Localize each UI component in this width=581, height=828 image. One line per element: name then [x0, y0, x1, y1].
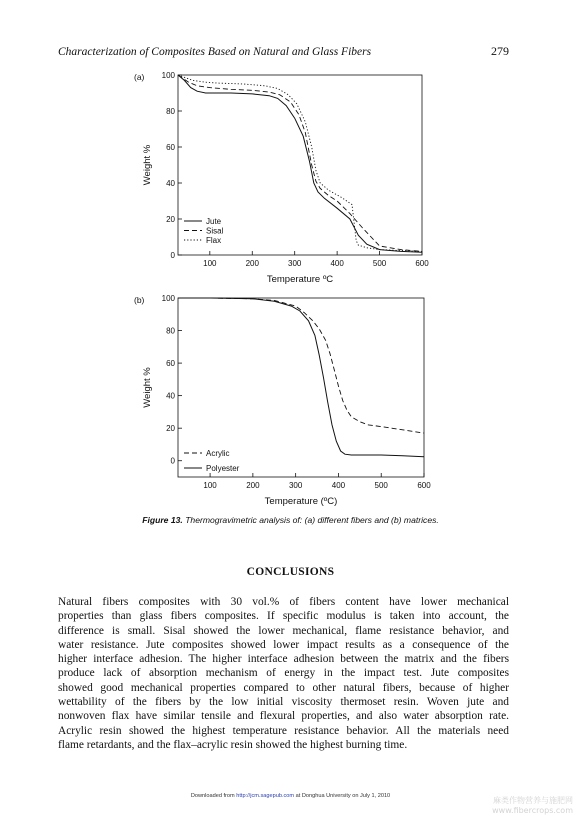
- x-tick-label: 100: [203, 259, 217, 268]
- y-tick-label: 40: [166, 391, 175, 401]
- figure-caption-label: Figure 13.: [142, 515, 183, 525]
- x-tick-label: 500: [374, 481, 388, 490]
- paragraph-line: difference is small. Sisal showed the lower mechanical, flame resistance behavior, and: [58, 624, 509, 637]
- paragraph-line: higher interface adhesion. The higher interface adhesion between the matrix and the fibers: [58, 653, 509, 666]
- series-line-acrylic: [178, 298, 424, 433]
- x-tick-label: 600: [417, 481, 431, 490]
- x-tick-label: 300: [288, 259, 302, 268]
- x-tick-label: 400: [330, 259, 344, 268]
- section-heading: CONCLUSIONS: [246, 566, 335, 578]
- y-tick-label: 20: [166, 215, 175, 224]
- running-head: Characterization of Composites Based on Natural and Glass Fibers: [58, 46, 372, 58]
- page-number: 279: [491, 44, 509, 58]
- watermark: [492, 796, 573, 816]
- x-tick-label: 200: [246, 481, 260, 490]
- paragraph-line: Natural fibers composites with 30 vol.% of fibers content have lower mechanical: [58, 596, 509, 608]
- legend-label: Jute: [206, 217, 222, 226]
- x-tick-label: 400: [331, 481, 346, 490]
- y-axis-label: Weight %: [142, 144, 153, 186]
- paragraph-line: wettability of the fibers by the low initial viscosity thermoset resin. Woven jute and: [58, 696, 509, 709]
- y-tick-label: 100: [161, 294, 175, 303]
- conclusions-paragraph: [58, 595, 509, 752]
- x-tick-label: 200: [245, 259, 259, 268]
- x-tick-label: 500: [372, 259, 387, 268]
- legend-label: Polyester: [206, 464, 240, 473]
- footer-suffix: at Donghua University on July 1, 2010: [294, 793, 391, 799]
- figure-caption: [0, 515, 581, 525]
- footer-prefix: Downloaded from: [190, 793, 237, 799]
- legend-label: Sisal: [206, 226, 224, 236]
- footer-link[interactable]: http://jcm.sagepub.com: [236, 793, 295, 799]
- paragraph-line: Acrylic resin showed the highest temperature resistance behavior. All the materials need: [58, 724, 509, 737]
- paragraph-line: showed good mechanical properties compared to other natural fibers, because of higher: [58, 681, 509, 694]
- y-tick-label: 0: [170, 251, 175, 260]
- x-tick-label: 600: [415, 259, 429, 268]
- series-line-polyester: [178, 298, 424, 457]
- panel-b-label: (b): [134, 295, 145, 305]
- y-axis-label: Weight %: [142, 367, 153, 408]
- y-tick-label: 60: [166, 143, 175, 152]
- x-tick-label: 100: [203, 481, 217, 490]
- legend-label: Flax: [206, 236, 222, 245]
- y-tick-label: 80: [166, 326, 175, 336]
- figure-caption-text: Thermogravimetric analysis of: (a) different fibers and (b) matrices.: [185, 515, 439, 525]
- y-tick-label: 40: [166, 179, 175, 188]
- y-tick-label: 0: [170, 456, 175, 466]
- watermark-line-1: 麻类作物营养与施肥网: [493, 796, 573, 805]
- paragraph-line: produce lack of absorption mechanism of energy in the impact test. Jute composites: [58, 667, 509, 680]
- paragraph-line: properties than glass fibers composites. If specific modulus is taken into account, the: [58, 610, 509, 623]
- y-tick-label: 80: [166, 107, 175, 116]
- legend-label: Acrylic: [206, 449, 230, 458]
- paragraph-line: water resistance. Jute composites showed lower impact results as a consequence of the: [58, 638, 509, 651]
- y-tick-label: 20: [166, 424, 175, 434]
- x-tick-label: 300: [288, 481, 303, 490]
- panel-a-label: (a): [134, 72, 145, 82]
- x-axis-label: Temperature (ºC): [264, 496, 338, 507]
- x-axis-label: Temperature ºC: [266, 274, 334, 285]
- y-tick-label: 100: [161, 71, 175, 80]
- paragraph-line: flame retardants, and the flax–acrylic resin showed the highest burning time.: [58, 738, 408, 751]
- paragraph-line: nonwoven flax have similar tensile and flexural properties, and also water absorption rate.: [58, 710, 509, 723]
- watermark-line-2: www.fibercrops.com: [492, 806, 573, 815]
- y-tick-label: 60: [166, 359, 175, 369]
